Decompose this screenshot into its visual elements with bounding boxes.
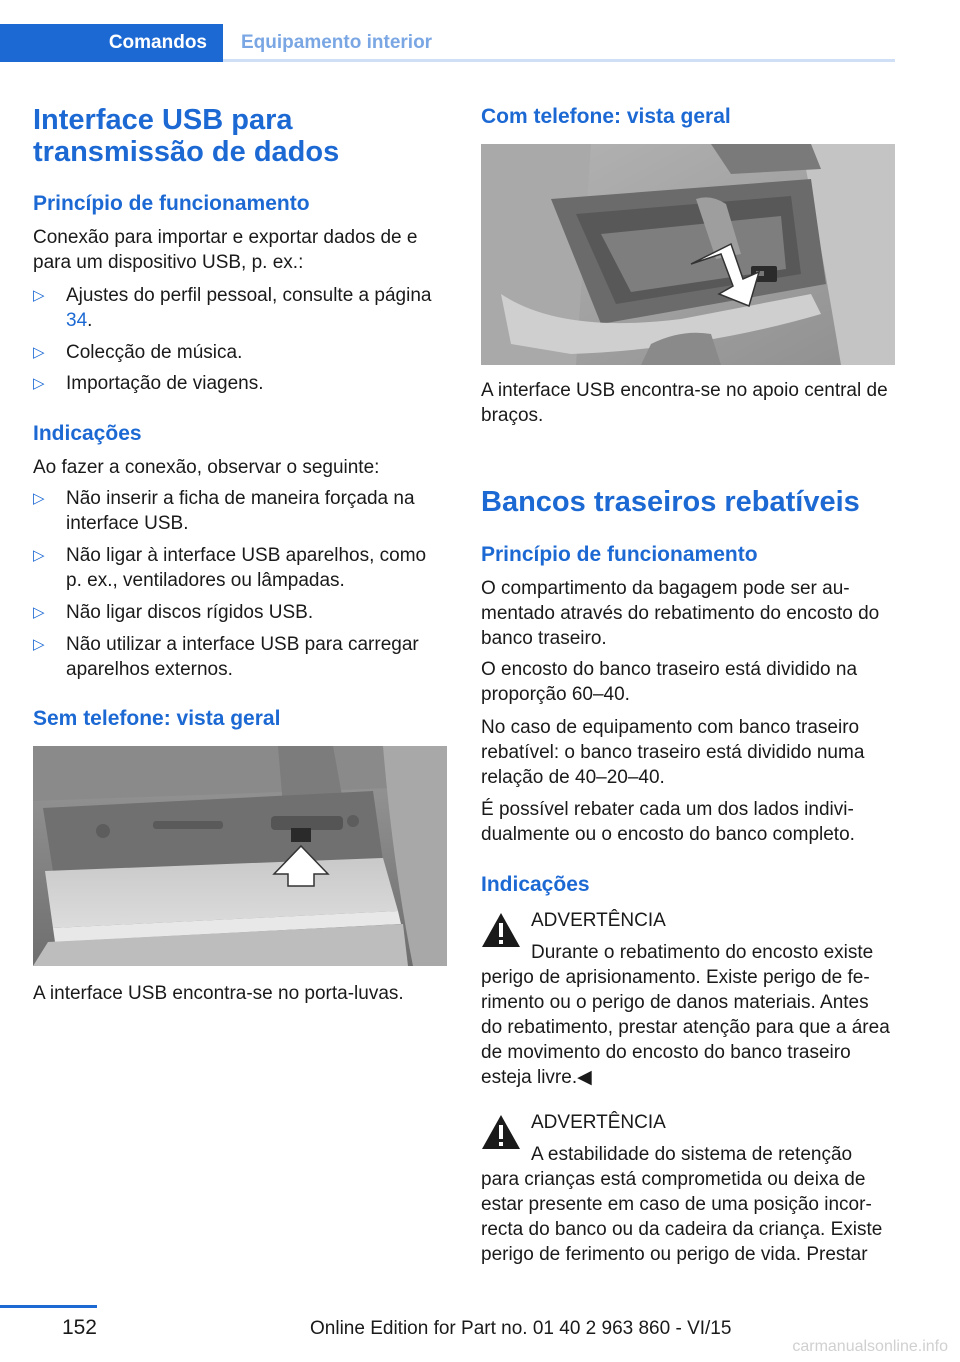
bullet-item	[33, 371, 447, 396]
bullet-triangle-icon: ▷	[33, 604, 45, 621]
bullet-triangle-icon: ▷	[33, 344, 45, 361]
heading-no-phone: Sem telefone: vista geral	[33, 707, 281, 730]
seats-paragraph: O encosto do banco traseiro está dividido na proporção 60–40.	[481, 659, 858, 705]
section-title-usb: Interface USB para transmissão de dados	[33, 104, 340, 168]
online-edition-text: Online Edition for Part no. 01 40 2 963 860 - VI/15	[310, 1318, 732, 1339]
page-number: 152	[61, 1316, 97, 1339]
seats-paragraph: É possível rebater cada um dos lados individualmente ou o encosto do banco completo.	[481, 799, 855, 845]
page-header	[0, 24, 896, 62]
footer-divider	[0, 1305, 97, 1308]
heading-seats-notes: Indicações	[481, 873, 590, 896]
bullet-item	[33, 600, 447, 625]
heading-notes: Indicações	[33, 422, 142, 445]
bullet-item	[33, 283, 447, 333]
tab-equipamento-interior[interactable]: Equipamento interior	[241, 32, 433, 53]
bullet-item	[33, 632, 447, 682]
warning-triangle-icon	[481, 912, 521, 948]
with-phone-caption: A interface USB encontra-se no apoio central de braços.	[481, 380, 888, 426]
warning-text: para crianças está comprometida ou deixa de estar presente em caso de uma posição incorrecta do banco ou da cadeira da criança. Existe perigo de ferimento ou perigo de vida. Prestar	[481, 1169, 883, 1265]
bullet-item	[33, 543, 447, 593]
seats-paragraph: No caso de equipamento com banco traseiro rebatível: o banco traseiro está dividido numa relação de 40–20–40.	[481, 717, 865, 788]
warning-label: ADVERTÊNCIA	[531, 1112, 666, 1133]
bullet-triangle-icon: ▷	[33, 490, 45, 507]
warning-triangle-icon	[481, 1114, 521, 1150]
bullet-suffix: .	[87, 310, 93, 331]
bullet-text: Colecção de música.	[66, 342, 243, 363]
tab-comandos[interactable]: Comandos	[0, 24, 223, 62]
page-link[interactable]: 34	[66, 310, 88, 331]
heading-with-phone: Com telefone: vista geral	[481, 105, 731, 128]
seats-paragraph: O compartimento da bagagem pode ser aumentado através do rebatimento do encosto do banco traseiro.	[481, 578, 880, 649]
armrest-photo	[481, 144, 895, 365]
bullet-triangle-icon: ▷	[33, 375, 45, 392]
watermark: carmanualsonline.info	[792, 1338, 948, 1355]
bullet-item	[33, 486, 447, 536]
bullet-text: Não ligar discos rígidos USB.	[66, 602, 314, 623]
warning-first-line: A estabilidade do sistema de retenção	[531, 1144, 853, 1165]
bullet-text: Não inserir a ficha de maneira forçada na interface USB.	[66, 488, 415, 534]
bullet-text: Ajustes do perfil pessoal, consulte a página	[66, 285, 432, 306]
notes-text: Ao fazer a conexão, observar o seguinte:	[33, 457, 380, 478]
warning-first-line: Durante o rebatimento do encosto existe	[531, 942, 874, 963]
header-divider	[223, 59, 895, 62]
no-phone-caption: A interface USB encontra-se no porta-luvas.	[33, 983, 404, 1004]
bullet-text: Importação de viagens.	[66, 373, 264, 394]
heading-seats-principle: Princípio de funcionamento	[481, 543, 758, 566]
bullet-text: Não ligar à interface USB aparelhos, como p. ex., ventiladores ou lâmpadas.	[66, 545, 427, 591]
principle-text: Conexão para importar e exportar dados de e para um dispositivo USB, p. ex.:	[33, 227, 418, 273]
bullet-triangle-icon: ▷	[33, 636, 45, 653]
section-title-seats: Bancos traseiros rebatíveis	[481, 486, 860, 518]
bullet-triangle-icon: ▷	[33, 287, 45, 304]
bullet-text: Não utilizar a interface USB para carregar aparelhos externos.	[66, 634, 419, 680]
bullet-triangle-icon: ▷	[33, 547, 45, 564]
bullet-item	[33, 340, 447, 365]
glovebox-photo	[33, 746, 447, 966]
warning-label: ADVERTÊNCIA	[531, 910, 666, 931]
heading-principle: Princípio de funcionamento	[33, 192, 310, 215]
warning-text: perigo de aprisionamento. Existe perigo de ferimento ou o perigo de danos materiais. Antes do rebatimento, prestar atenção para que a área de movimento do encosto do banco traseiro esteja livre.◀	[481, 967, 890, 1088]
